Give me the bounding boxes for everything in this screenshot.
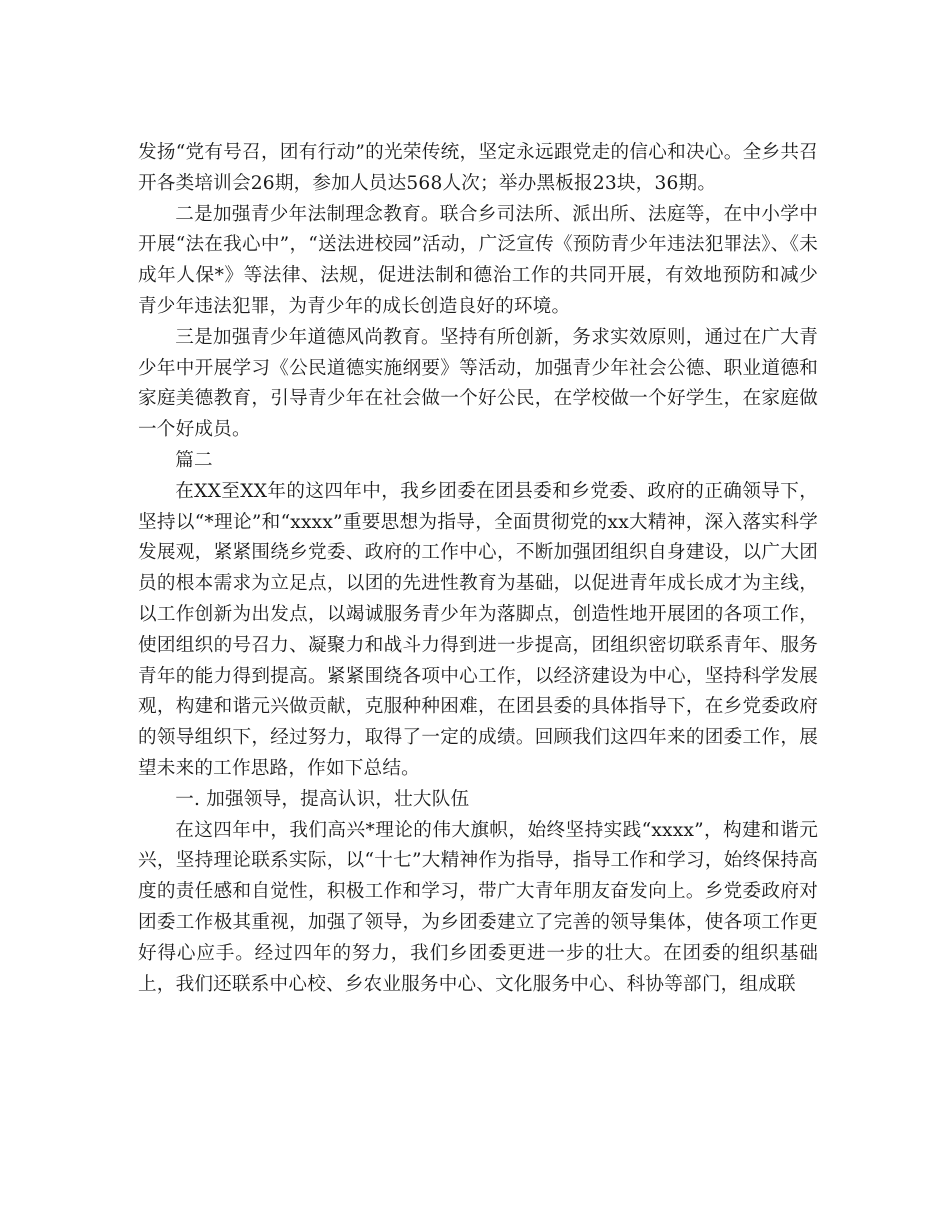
- paragraph-continuation: 发扬“党有号召，团有行动”的光荣传统，坚定永远跟党走的信心和决心。全乡共召开各类培训会26期，参加人员达568人次；举办黑板报23块，36期。: [138, 142, 818, 194]
- paragraph-leadership-details: 在这四年中，我们高兴*理论的伟大旗帜，始终坚持实践“xxxx”，构建和谐元兴，坚持理论联系实际，以“十七”大精神作为指导，指导工作和学习，始终保持高度的责任感和自觉性，积极工作和学习，带广大青年朋友奋发向上。乡党委政府对团委工作极其重视，加强了领导，为乡团委建立了完善的领导集体，使各项工作更好得心应手。经过四年的努力，我们乡团委更进一步的壮大。在团委的组织基础上，我们还联系中心校、乡农业服务中心、文化服务中心、科协等部门，组成联: [138, 819, 818, 995]
- paragraph-moral-education: 三是加强青少年道德风尚教育。坚持有所创新，务求实效原则，通过在广大青少年中开展学习《公民道德实施纲要》等活动，加强青少年社会公德、职业道德和家庭美德教育，引导青少年在社会做一个好公民，在学校做一个好学生，在家庭做一个好成员。: [138, 326, 818, 441]
- document-page: [138, 138, 818, 1000]
- paragraph-legal-education: 二是加强青少年法制理念教育。联合乡司法所、派出所、法庭等，在中小学中开展“法在我心中”，“送法进校园”活动，广泛宣传《预防青少年违法犯罪法》、《未成年人保*》等法律、法规，促进法制和德治工作的共同开展，有效地预防和减少青少年违法犯罪，为青少年的成长创造良好的环境。: [138, 203, 818, 317]
- section-heading-part-two: 篇二: [175, 449, 213, 471]
- section-heading-strengthen-leadership: 一. 加强领导，提高认识，壮大队伍: [175, 788, 470, 810]
- paragraph-part-two-intro: 在XX至XX年的这四年中，我乡团委在团县委和乡党委、政府的正确领导下，坚持以“*理论”和“xxxx”重要思想为指导，全面贯彻党的xx大精神，深入落实科学发展观，紧紧围绕乡党委、政府的工作中心，不断加强团组织自身建设，以广大团员的根本需求为立足点，以团的先进性教育为基础，以促进青年成长成才为主线，以工作创新为出发点，以竭诚服务青少年为落脚点，创造性地开展团的各项工作，使团组织的号召力、凝聚力和战斗力得到进一步提高，团组织密切联系青年、服务青年的能力得到提高。紧紧围绕各项中心工作，以经济建设为中心，坚持科学发展观，构建和谐元兴做贡献，克服种种困难，在团县委的具体指导下，在乡党委政府的领导组织下，经过努力，取得了一定的成绩。回顾我们这四年来的团委工作，展望未来的工作思路，作如下总结。: [138, 480, 818, 779]
